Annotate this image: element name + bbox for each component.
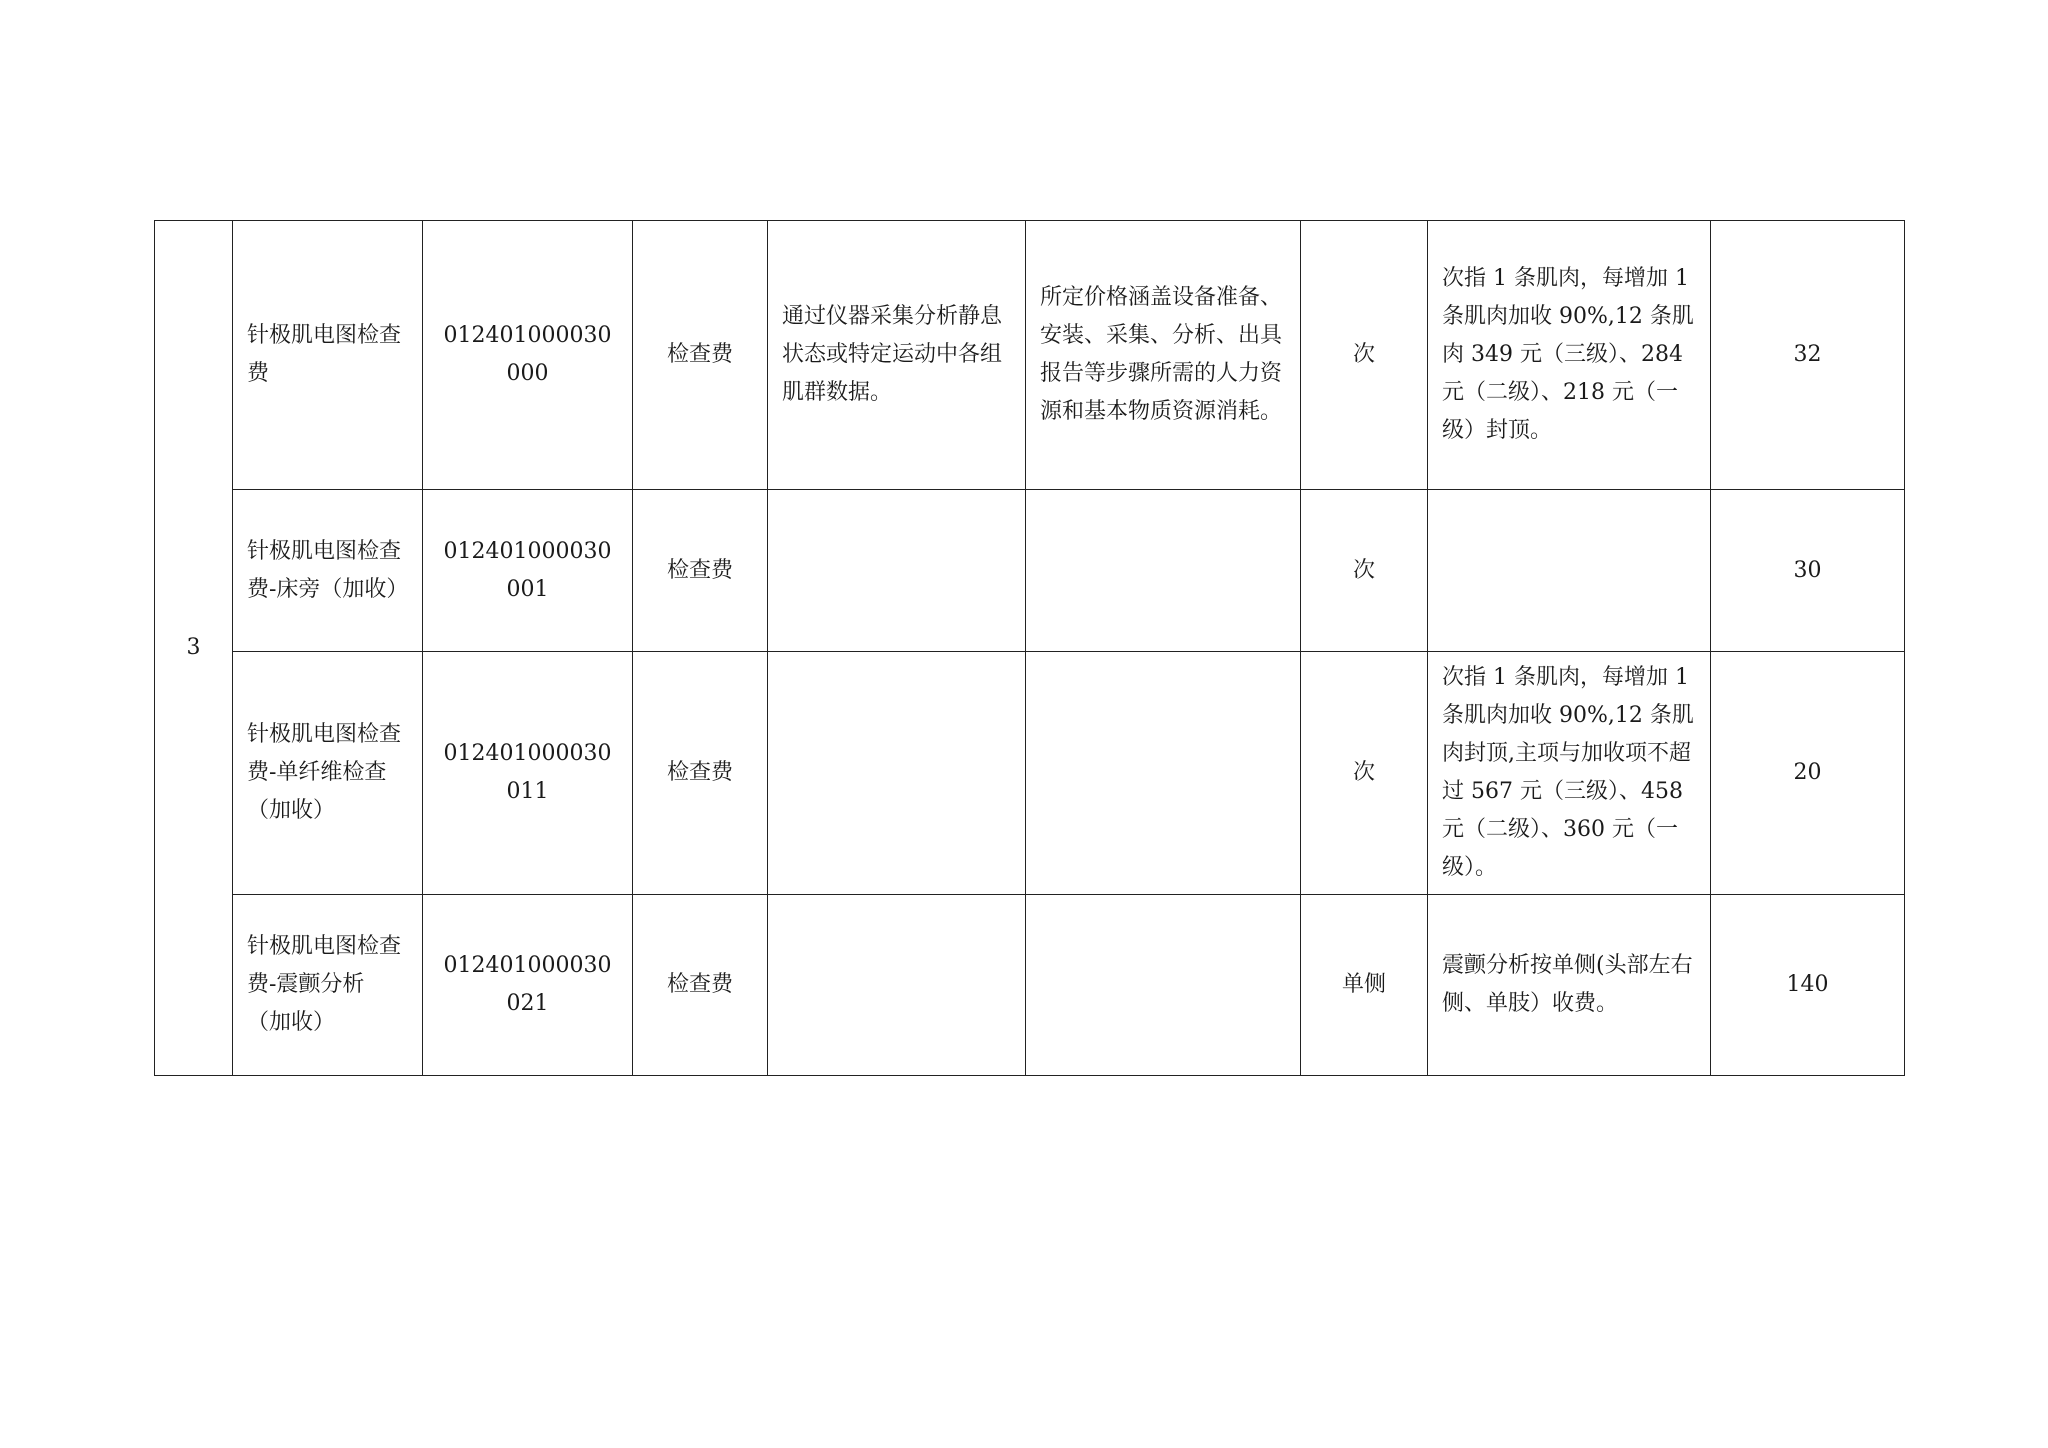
item-name: 针极肌电图检查费-震颤分析（加收）	[233, 895, 423, 1076]
item-category: 检查费	[633, 652, 768, 895]
table-row	[155, 652, 1905, 895]
item-unit: 单侧	[1301, 895, 1428, 1076]
item-category: 检查费	[633, 895, 768, 1076]
item-unit: 次	[1301, 652, 1428, 895]
item-notes: 次指 1 条肌肉，每增加 1 条肌肉加收 90%,12 条肌肉 349 元（三级）、284 元（二级）、218 元（一级）封顶。	[1428, 221, 1711, 490]
item-price: 32	[1711, 221, 1905, 490]
item-unit: 次	[1301, 490, 1428, 652]
table-row	[155, 895, 1905, 1076]
item-code: 012401000030011	[423, 652, 633, 895]
item-name: 针极肌电图检查费-单纤维检查（加收）	[233, 652, 423, 895]
item-pricing-scope: 所定价格涵盖设备准备、安装、采集、分析、出具报告等步骤所需的人力资源和基本物质资源消耗。	[1026, 221, 1301, 490]
item-code: 012401000030000	[423, 221, 633, 490]
item-content	[768, 490, 1026, 652]
item-code: 012401000030021	[423, 895, 633, 1076]
item-pricing-scope	[1026, 490, 1301, 652]
item-pricing-scope	[1026, 895, 1301, 1076]
item-price: 20	[1711, 652, 1905, 895]
item-name: 针极肌电图检查费	[233, 221, 423, 490]
table-row	[155, 221, 1905, 490]
table-row	[155, 490, 1905, 652]
item-notes	[1428, 490, 1711, 652]
group-number: 3	[155, 221, 233, 1076]
item-notes: 震颤分析按单侧(头部左右侧、单肢）收费。	[1428, 895, 1711, 1076]
item-content: 通过仪器采集分析静息状态或特定运动中各组肌群数据。	[768, 221, 1026, 490]
item-notes: 次指 1 条肌肉，每增加 1 条肌肉加收 90%,12 条肌肉封顶,主项与加收项不超过 567 元（三级）、458 元（二级）、360 元（一级）。	[1428, 652, 1711, 895]
item-unit: 次	[1301, 221, 1428, 490]
fee-table	[154, 220, 1905, 1076]
item-code: 012401000030001	[423, 490, 633, 652]
item-price: 140	[1711, 895, 1905, 1076]
item-category: 检查费	[633, 221, 768, 490]
item-category: 检查费	[633, 490, 768, 652]
item-content	[768, 895, 1026, 1076]
item-content	[768, 652, 1026, 895]
item-price: 30	[1711, 490, 1905, 652]
item-name: 针极肌电图检查费-床旁（加收）	[233, 490, 423, 652]
item-pricing-scope	[1026, 652, 1301, 895]
